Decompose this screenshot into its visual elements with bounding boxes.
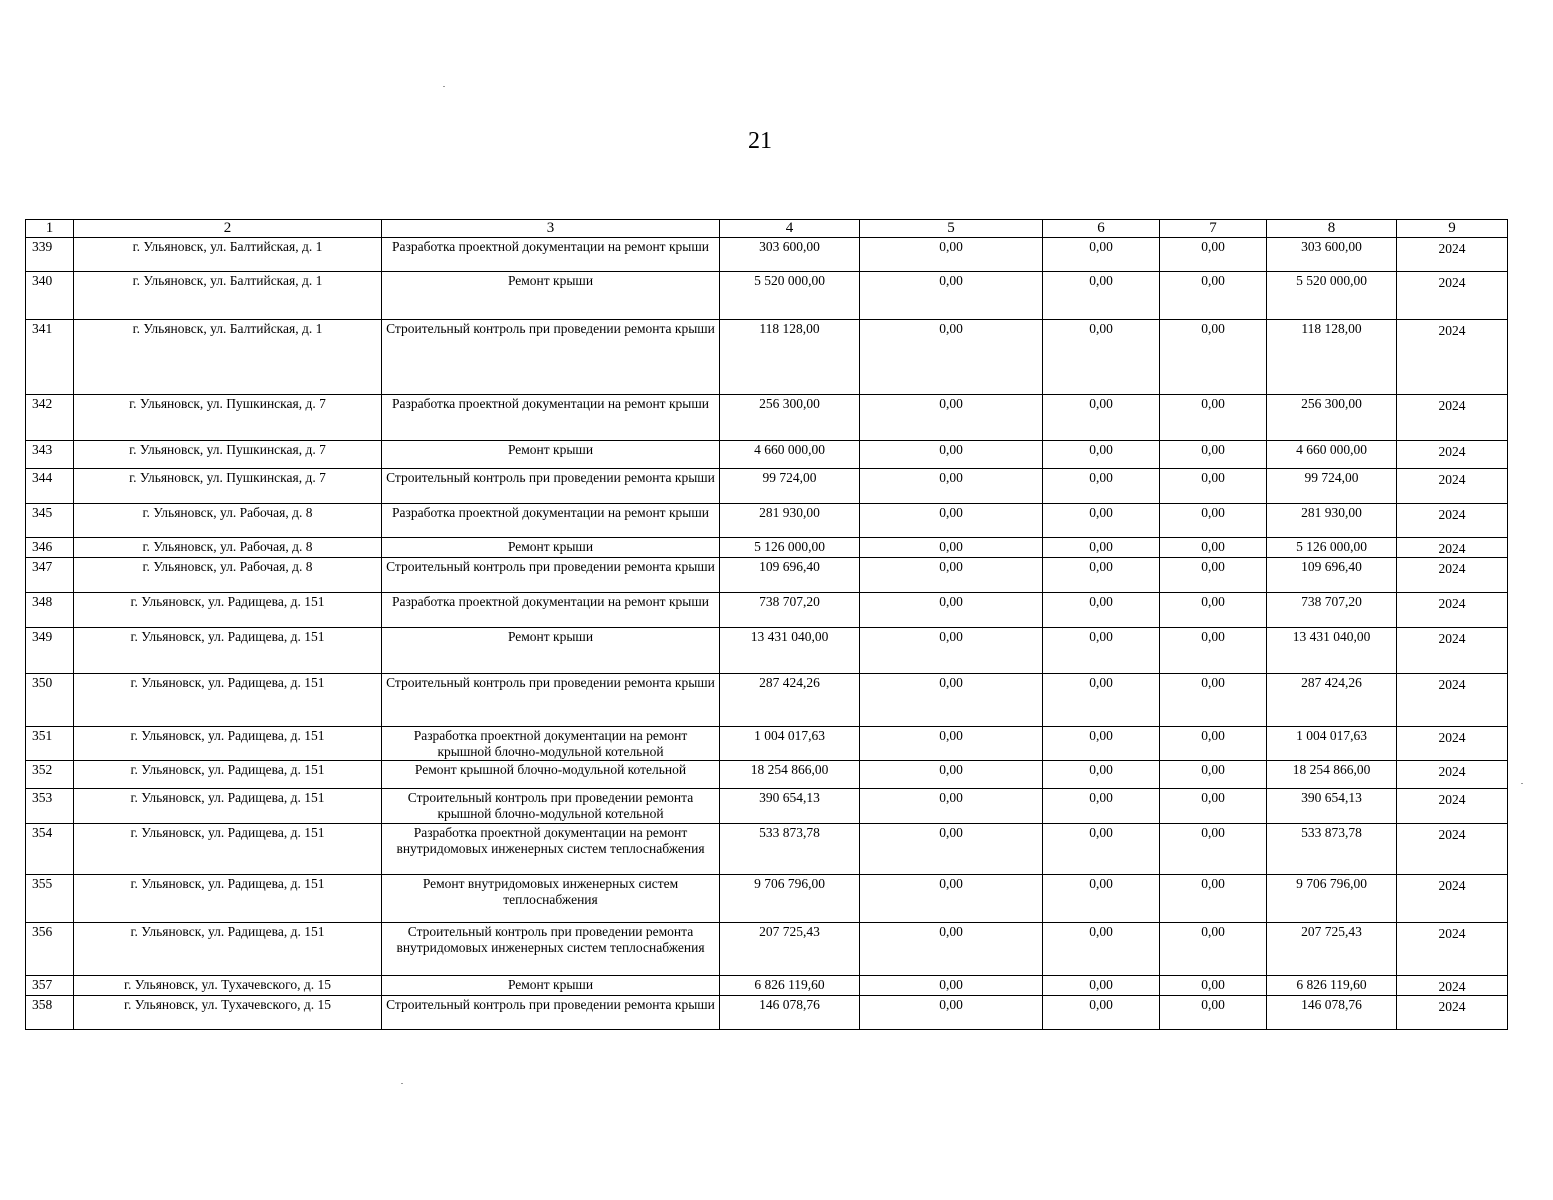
work-type-cell: Ремонт крыши (382, 976, 720, 996)
other-cell: 0,00 (1160, 789, 1267, 824)
total-cost-cell: 99 724,00 (720, 469, 860, 504)
row-number: 358 (26, 996, 74, 1030)
budget-cell: 0,00 (1043, 469, 1160, 504)
column-header: 1 (26, 220, 74, 238)
budget-cell: 0,00 (1043, 238, 1160, 272)
year-cell: 2024 (1397, 395, 1508, 441)
owners-funds-cell: 99 724,00 (1267, 469, 1397, 504)
table-row (26, 441, 1508, 469)
other-cell: 0,00 (1160, 628, 1267, 674)
row-number: 356 (26, 923, 74, 976)
year-cell: 2024 (1397, 727, 1508, 761)
work-type-cell: Строительный контроль при проведении ремонта крыши (382, 469, 720, 504)
table-row (26, 674, 1508, 727)
fund-cell: 0,00 (860, 504, 1043, 538)
address-cell: г. Ульяновск, ул. Пушкинская, д. 7 (74, 441, 382, 469)
fund-cell: 0,00 (860, 272, 1043, 320)
owners-funds-cell: 207 725,43 (1267, 923, 1397, 976)
budget-cell: 0,00 (1043, 996, 1160, 1030)
address-cell: г. Ульяновск, ул. Рабочая, д. 8 (74, 538, 382, 558)
total-cost-cell: 281 930,00 (720, 504, 860, 538)
scan-speck (1521, 783, 1523, 784)
other-cell: 0,00 (1160, 395, 1267, 441)
work-type-cell: Разработка проектной документации на ремонт крыши (382, 395, 720, 441)
row-number: 352 (26, 761, 74, 789)
fund-cell: 0,00 (860, 628, 1043, 674)
work-type-cell: Разработка проектной документации на ремонт крыши (382, 238, 720, 272)
total-cost-cell: 390 654,13 (720, 789, 860, 824)
owners-funds-cell: 5 520 000,00 (1267, 272, 1397, 320)
budget-cell: 0,00 (1043, 504, 1160, 538)
work-type-cell: Строительный контроль при проведении ремонта крышной блочно-модульной котельной (382, 789, 720, 824)
fund-cell: 0,00 (860, 674, 1043, 727)
year-cell: 2024 (1397, 238, 1508, 272)
other-cell: 0,00 (1160, 923, 1267, 976)
column-header: 5 (860, 220, 1043, 238)
other-cell: 0,00 (1160, 441, 1267, 469)
other-cell: 0,00 (1160, 558, 1267, 593)
work-type-cell: Ремонт крыши (382, 441, 720, 469)
row-number: 348 (26, 593, 74, 628)
budget-cell: 0,00 (1043, 395, 1160, 441)
budget-cell: 0,00 (1043, 320, 1160, 395)
year-cell: 2024 (1397, 628, 1508, 674)
work-type-cell: Ремонт внутридомовых инженерных систем теплоснабжения (382, 875, 720, 923)
year-cell: 2024 (1397, 469, 1508, 504)
year-cell: 2024 (1397, 441, 1508, 469)
column-header: 3 (382, 220, 720, 238)
budget-cell: 0,00 (1043, 593, 1160, 628)
work-type-cell: Строительный контроль при проведении ремонта крыши (382, 674, 720, 727)
fund-cell: 0,00 (860, 996, 1043, 1030)
fund-cell: 0,00 (860, 238, 1043, 272)
owners-funds-cell: 18 254 866,00 (1267, 761, 1397, 789)
row-number: 357 (26, 976, 74, 996)
address-cell: г. Ульяновск, ул. Радищева, д. 151 (74, 761, 382, 789)
column-header: 4 (720, 220, 860, 238)
work-type-cell: Строительный контроль при проведении ремонта крыши (382, 558, 720, 593)
address-cell: г. Ульяновск, ул. Радищева, д. 151 (74, 875, 382, 923)
row-number: 345 (26, 504, 74, 538)
fund-cell: 0,00 (860, 824, 1043, 875)
total-cost-cell: 1 004 017,63 (720, 727, 860, 761)
address-cell: г. Ульяновск, ул. Радищева, д. 151 (74, 593, 382, 628)
row-number: 344 (26, 469, 74, 504)
other-cell: 0,00 (1160, 469, 1267, 504)
table-row (26, 824, 1508, 875)
owners-funds-cell: 256 300,00 (1267, 395, 1397, 441)
budget-cell: 0,00 (1043, 538, 1160, 558)
table-body (26, 238, 1508, 1030)
address-cell: г. Ульяновск, ул. Радищева, д. 151 (74, 674, 382, 727)
work-type-cell: Строительный контроль при проведении ремонта внутридомовых инженерных систем теплоснабжения (382, 923, 720, 976)
work-type-cell: Разработка проектной документации на ремонт крыши (382, 504, 720, 538)
work-type-cell: Ремонт крыши (382, 538, 720, 558)
year-cell: 2024 (1397, 824, 1508, 875)
table-row (26, 558, 1508, 593)
owners-funds-cell: 9 706 796,00 (1267, 875, 1397, 923)
work-type-cell: Ремонт крышной блочно-модульной котельной (382, 761, 720, 789)
scan-speck (401, 1083, 403, 1084)
total-cost-cell: 118 128,00 (720, 320, 860, 395)
budget-cell: 0,00 (1043, 875, 1160, 923)
fund-cell: 0,00 (860, 923, 1043, 976)
row-number: 355 (26, 875, 74, 923)
budget-cell: 0,00 (1043, 824, 1160, 875)
row-number: 347 (26, 558, 74, 593)
table-row (26, 727, 1508, 761)
other-cell: 0,00 (1160, 538, 1267, 558)
address-cell: г. Ульяновск, ул. Радищева, д. 151 (74, 824, 382, 875)
fund-cell: 0,00 (860, 593, 1043, 628)
address-cell: г. Ульяновск, ул. Тухачевского, д. 15 (74, 976, 382, 996)
other-cell: 0,00 (1160, 272, 1267, 320)
work-type-cell: Ремонт крыши (382, 628, 720, 674)
year-cell: 2024 (1397, 504, 1508, 538)
total-cost-cell: 4 660 000,00 (720, 441, 860, 469)
table-row (26, 875, 1508, 923)
other-cell: 0,00 (1160, 593, 1267, 628)
row-number: 340 (26, 272, 74, 320)
column-header: 9 (1397, 220, 1508, 238)
row-number: 349 (26, 628, 74, 674)
row-number: 353 (26, 789, 74, 824)
other-cell: 0,00 (1160, 761, 1267, 789)
owners-funds-cell: 4 660 000,00 (1267, 441, 1397, 469)
other-cell: 0,00 (1160, 976, 1267, 996)
capital-repair-table (25, 219, 1508, 1030)
other-cell: 0,00 (1160, 238, 1267, 272)
owners-funds-cell: 5 126 000,00 (1267, 538, 1397, 558)
year-cell: 2024 (1397, 674, 1508, 727)
total-cost-cell: 6 826 119,60 (720, 976, 860, 996)
page-number: 21 (748, 128, 772, 154)
address-cell: г. Ульяновск, ул. Рабочая, д. 8 (74, 504, 382, 538)
budget-cell: 0,00 (1043, 923, 1160, 976)
budget-cell: 0,00 (1043, 272, 1160, 320)
fund-cell: 0,00 (860, 761, 1043, 789)
total-cost-cell: 109 696,40 (720, 558, 860, 593)
row-number: 350 (26, 674, 74, 727)
table-row (26, 593, 1508, 628)
address-cell: г. Ульяновск, ул. Радищева, д. 151 (74, 727, 382, 761)
budget-cell: 0,00 (1043, 674, 1160, 727)
work-type-cell: Ремонт крыши (382, 272, 720, 320)
total-cost-cell: 9 706 796,00 (720, 875, 860, 923)
year-cell: 2024 (1397, 320, 1508, 395)
fund-cell: 0,00 (860, 395, 1043, 441)
row-number: 346 (26, 538, 74, 558)
total-cost-cell: 533 873,78 (720, 824, 860, 875)
address-cell: г. Ульяновск, ул. Пушкинская, д. 7 (74, 395, 382, 441)
total-cost-cell: 5 126 000,00 (720, 538, 860, 558)
owners-funds-cell: 118 128,00 (1267, 320, 1397, 395)
fund-cell: 0,00 (860, 789, 1043, 824)
fund-cell: 0,00 (860, 727, 1043, 761)
column-header: 2 (74, 220, 382, 238)
fund-cell: 0,00 (860, 875, 1043, 923)
table-row (26, 976, 1508, 996)
owners-funds-cell: 390 654,13 (1267, 789, 1397, 824)
other-cell: 0,00 (1160, 320, 1267, 395)
address-cell: г. Ульяновск, ул. Рабочая, д. 8 (74, 558, 382, 593)
row-number: 343 (26, 441, 74, 469)
year-cell: 2024 (1397, 272, 1508, 320)
work-type-cell: Разработка проектной документации на ремонт внутридомовых инженерных систем теплоснабжения (382, 824, 720, 875)
other-cell: 0,00 (1160, 824, 1267, 875)
table-row (26, 996, 1508, 1030)
other-cell: 0,00 (1160, 996, 1267, 1030)
table-row (26, 395, 1508, 441)
owners-funds-cell: 109 696,40 (1267, 558, 1397, 593)
other-cell: 0,00 (1160, 727, 1267, 761)
owners-funds-cell: 287 424,26 (1267, 674, 1397, 727)
fund-cell: 0,00 (860, 558, 1043, 593)
fund-cell: 0,00 (860, 976, 1043, 996)
total-cost-cell: 256 300,00 (720, 395, 860, 441)
address-cell: г. Ульяновск, ул. Балтийская, д. 1 (74, 272, 382, 320)
budget-cell: 0,00 (1043, 789, 1160, 824)
work-type-cell: Разработка проектной документации на ремонт крыши (382, 593, 720, 628)
budget-cell: 0,00 (1043, 727, 1160, 761)
table-row (26, 538, 1508, 558)
row-number: 354 (26, 824, 74, 875)
row-number: 342 (26, 395, 74, 441)
owners-funds-cell: 738 707,20 (1267, 593, 1397, 628)
owners-funds-cell: 303 600,00 (1267, 238, 1397, 272)
fund-cell: 0,00 (860, 320, 1043, 395)
year-cell: 2024 (1397, 923, 1508, 976)
other-cell: 0,00 (1160, 674, 1267, 727)
table-row (26, 923, 1508, 976)
total-cost-cell: 738 707,20 (720, 593, 860, 628)
work-type-cell: Разработка проектной документации на ремонт крышной блочно-модульной котельной (382, 727, 720, 761)
column-header: 7 (1160, 220, 1267, 238)
total-cost-cell: 146 078,76 (720, 996, 860, 1030)
year-cell: 2024 (1397, 761, 1508, 789)
year-cell: 2024 (1397, 789, 1508, 824)
address-cell: г. Ульяновск, ул. Балтийская, д. 1 (74, 238, 382, 272)
header-row (26, 220, 1508, 238)
scan-speck (443, 86, 445, 87)
owners-funds-cell: 13 431 040,00 (1267, 628, 1397, 674)
table-row (26, 628, 1508, 674)
total-cost-cell: 5 520 000,00 (720, 272, 860, 320)
address-cell: г. Ульяновск, ул. Пушкинская, д. 7 (74, 469, 382, 504)
budget-cell: 0,00 (1043, 976, 1160, 996)
fund-cell: 0,00 (860, 538, 1043, 558)
total-cost-cell: 13 431 040,00 (720, 628, 860, 674)
table-row (26, 761, 1508, 789)
total-cost-cell: 303 600,00 (720, 238, 860, 272)
column-header: 6 (1043, 220, 1160, 238)
table-row (26, 238, 1508, 272)
owners-funds-cell: 6 826 119,60 (1267, 976, 1397, 996)
owners-funds-cell: 281 930,00 (1267, 504, 1397, 538)
column-header: 8 (1267, 220, 1397, 238)
address-cell: г. Ульяновск, ул. Радищева, д. 151 (74, 789, 382, 824)
budget-cell: 0,00 (1043, 761, 1160, 789)
total-cost-cell: 207 725,43 (720, 923, 860, 976)
budget-cell: 0,00 (1043, 441, 1160, 469)
fund-cell: 0,00 (860, 469, 1043, 504)
other-cell: 0,00 (1160, 504, 1267, 538)
work-type-cell: Строительный контроль при проведении ремонта крыши (382, 320, 720, 395)
row-number: 341 (26, 320, 74, 395)
budget-cell: 0,00 (1043, 558, 1160, 593)
fund-cell: 0,00 (860, 441, 1043, 469)
total-cost-cell: 18 254 866,00 (720, 761, 860, 789)
table-row (26, 469, 1508, 504)
other-cell: 0,00 (1160, 875, 1267, 923)
address-cell: г. Ульяновск, ул. Радищева, д. 151 (74, 628, 382, 674)
address-cell: г. Ульяновск, ул. Балтийская, д. 1 (74, 320, 382, 395)
budget-cell: 0,00 (1043, 628, 1160, 674)
table-row (26, 504, 1508, 538)
address-cell: г. Ульяновск, ул. Тухачевского, д. 15 (74, 996, 382, 1030)
table-row (26, 789, 1508, 824)
row-number: 339 (26, 238, 74, 272)
owners-funds-cell: 533 873,78 (1267, 824, 1397, 875)
table-row (26, 320, 1508, 395)
year-cell: 2024 (1397, 875, 1508, 923)
year-cell: 2024 (1397, 538, 1508, 558)
row-number: 351 (26, 727, 74, 761)
year-cell: 2024 (1397, 558, 1508, 593)
total-cost-cell: 287 424,26 (720, 674, 860, 727)
year-cell: 2024 (1397, 996, 1508, 1030)
owners-funds-cell: 1 004 017,63 (1267, 727, 1397, 761)
year-cell: 2024 (1397, 593, 1508, 628)
owners-funds-cell: 146 078,76 (1267, 996, 1397, 1030)
table-row (26, 272, 1508, 320)
year-cell: 2024 (1397, 976, 1508, 996)
address-cell: г. Ульяновск, ул. Радищева, д. 151 (74, 923, 382, 976)
work-type-cell: Строительный контроль при проведении ремонта крыши (382, 996, 720, 1030)
